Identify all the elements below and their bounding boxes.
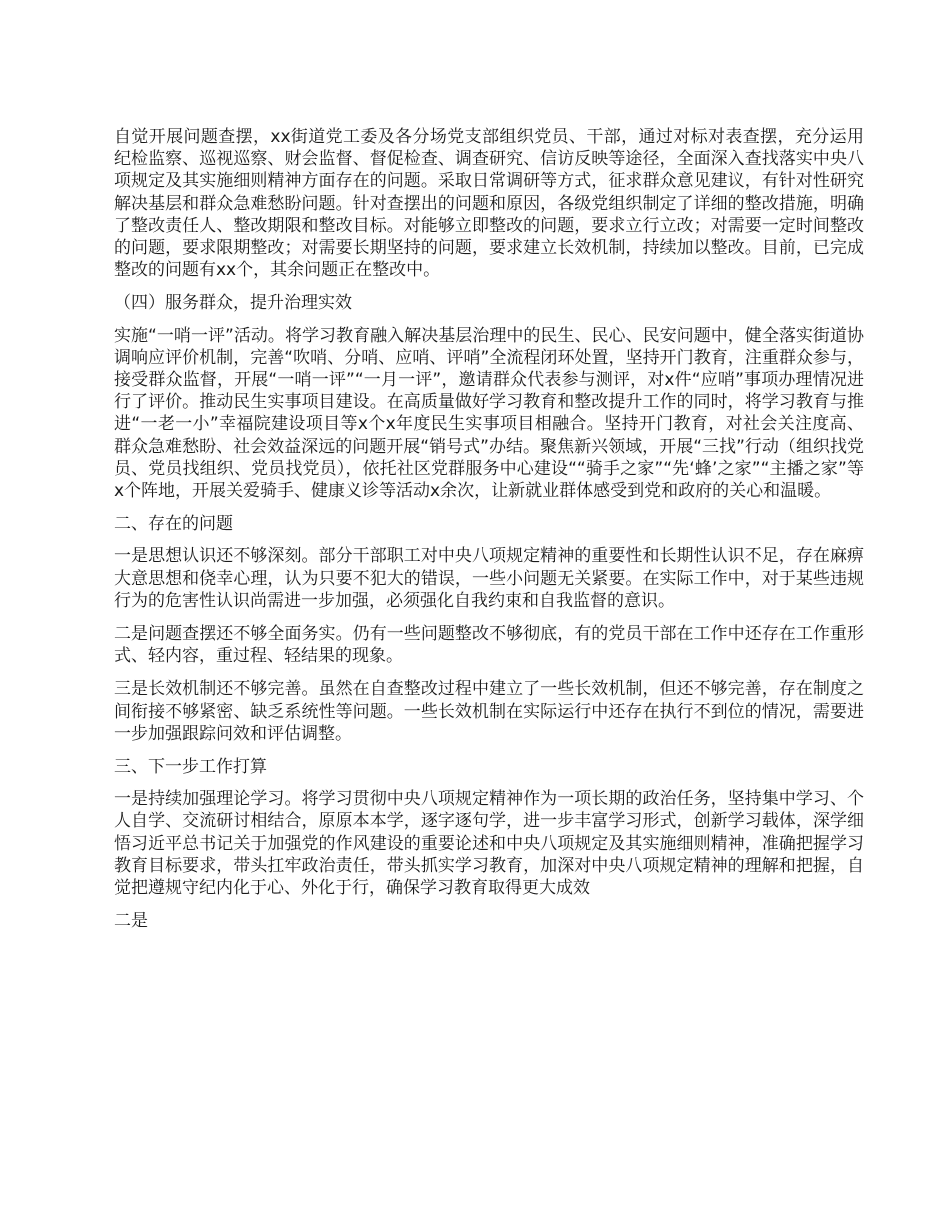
paragraph-next-step-1: 一是持续加强理论学习。将学习贯彻中央八项规定精神作为一项长期的政治任务，坚持集中学习、个人自学、交流研讨相结合，原原本本学，逐字逐句学，进一步丰富学习形式，创新学习载体，深学细悟习近平总书记关于加强党的作风建设的重要论述和中央八项规定及其实施细则精神，准确把握学习教育目标要求，带头扛牢政治责任，带头抓实学习教育，加深对中央八项规定精神的理解和把握，自觉把遵规守纪内化于心、外化于行，确保学习教育取得更大成效 <box>114 789 864 899</box>
paragraph-whistle-evaluation: 实施“一哨一评”活动。将学习教育融入解决基层治理中的民生、民心、民安问题中，健全落实街道协调响应评价机制，完善“吹哨、分哨、应哨、评哨”全流程闭环处置，坚持开门教育，注重群众参与，接受群众监督，开展“一哨一评”“一月一评”，邀请群众代表参与测评，对x件“应哨”事项办理情况进行了评价。推动民生实事项目建设。在高质量做好学习教育和整改提升工作的同时，将学习教育与推进“一老一小”幸福院建设项目等x个x年度民生实事项目相融合。坚持开门教育，对社会关注度高、群众急难愁盼、社会效益深远的问题开展“销号式”办结。聚焦新兴领域，开展“三找”行动（组织找党员、党员找组织、党员找党员），依托社区党群服务中心建设““骑手之家”“先‘蜂’之家”“主播之家”等x个阵地，开展关爱骑手、健康义诊等活动x余次，让新就业群体感受到党和政府的关心和温暖。 <box>114 325 864 502</box>
paragraph-problem-3: 三是长效机制还不够完善。虽然在自查整改过程中建立了一些长效机制，但还不够完善，存在制度之间衔接不够紧密、缺乏系统性等问题。一些长效机制在实际运行中还存在执行不到位的情况，需要进一步加强跟踪问效和评估调整。 <box>114 679 864 744</box>
paragraph-problem-2: 二是问题查摆还不够全面务实。仍有一些问题整改不够彻底，有的党员干部在工作中还存在工作重形式、轻内容，重过程、轻结果的现象。 <box>114 624 864 667</box>
heading-serve-masses: （四）服务群众，提升治理实效 <box>114 293 352 314</box>
paragraph-issue-review: 自觉开展问题查摆，xx街道党工委及各分场党支部组织党员、干部，通过对标对表查摆，充分运用纪检监察、巡视巡察、财会监督、督促检查、调查研究、信访反映等途径，全面深入查找落实中央八项规定及其实施细则精神方面存在的问题。采取日常调研等方式，征求群众意见建议，有针对性研究解决基层和群众急难愁盼问题。针对查摆出的问题和原因，各级党组织制定了详细的整改措施，明确了整改责任人、整改期限和整改目标。对能够立即整改的问题，要求立行立改；对需要一定时间整改的问题，要求限期整改；对需要长期坚持的问题，要求建立长效机制，持续加以整改。目前，已完成整改的问题有xx个，其余问题正在整改中。 <box>114 127 864 281</box>
document-page <box>114 126 864 944</box>
heading-next-steps: 三、下一步工作打算 <box>114 757 267 778</box>
paragraph-next-step-2: 二是 <box>114 911 148 932</box>
paragraph-problem-1: 一是思想认识还不够深刻。部分干部职工对中央八项规定精神的重要性和长期性认识不足，存在麻痹大意思想和侥幸心理，认为只要不犯大的错误，一些小问题无关紧要。在实际工作中，对于某些违规行为的危害性认识尚需进一步加强，必须强化自我约束和自我监督的意识。 <box>114 546 864 611</box>
heading-existing-problems: 二、存在的问题 <box>114 514 233 535</box>
